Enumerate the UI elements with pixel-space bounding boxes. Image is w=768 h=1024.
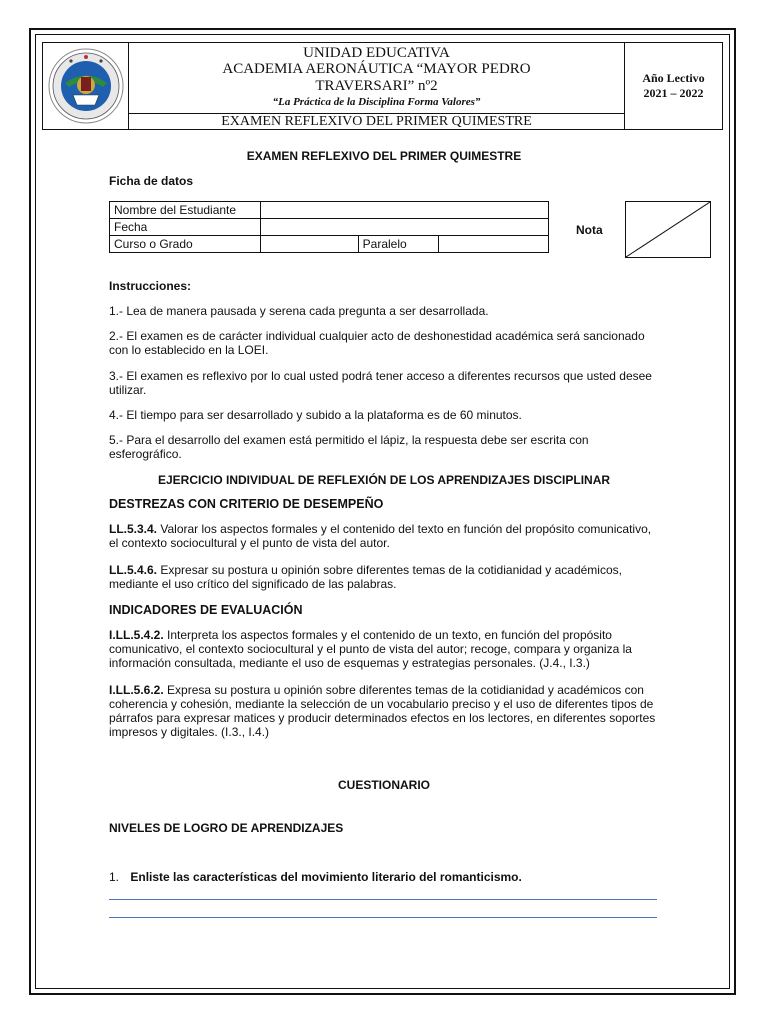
date-field[interactable] [261,219,549,236]
main-title: EXAMEN REFLEXIVO DEL PRIMER QUIMESTRE [246,149,522,163]
header-exam-title: EXAMEN REFLEXIVO DEL PRIMER QUIMESTRE [129,113,624,130]
skill-item [109,563,657,591]
school-year-label: Año Lectivo [642,71,705,85]
instruction-item: 4.- El tiempo para ser desarrollado y subido a la plataforma es de 60 minutos. [109,408,522,422]
parallel-field[interactable] [439,236,549,253]
grade-label: Nota [576,223,603,237]
course-label: Curso o Grado [110,236,261,253]
question-number: 1. [109,870,120,884]
skill-code: LL.5.4.6. [109,563,158,577]
skills-heading: DESTREZAS CON CRITERIO DE DESEMPEÑO [109,497,384,511]
header-table [42,42,723,130]
school-logo-icon [43,43,129,129]
student-data-table [109,201,549,253]
indicator-text: Interpreta los aspectos formales y el contenido de un texto, en función del propósito comunicativo, el contexto sociocultural y el punto de vista del autor; recoge, compara y organiza la información consultada, mediante el uso de esquemas y estrategias personales. (J.4., I.3.) [109,628,632,670]
school-year-value: 2021 – 2022 [643,86,704,100]
answer-line[interactable] [109,917,657,918]
indicator-text: Expresa su postura u opinión sobre diferentes temas de la cotidianidad y académicos con coherencia y cohesión, mediante la selección de un vocabulario preciso y el uso de diferentes tipos de párrafos para expresar matices y producir determinados efectos en los lectores, en diferentes soportes impresos y digitales. (I.3., I.4.) [109,683,656,739]
school-motto: “La Práctica de la Disciplina Forma Valores” [272,96,481,108]
skill-code: LL.5.3.4. [109,522,158,536]
school-name-line2: ACADEMIA AERONÁUTICA “MAYOR PEDRO [222,61,531,77]
school-name-line3: TRAVERSARI” nº2 [315,78,438,94]
grade-box[interactable] [625,201,711,258]
indicator-code: I.LL.5.4.2. [109,628,164,642]
indicator-item [109,683,657,739]
exercise-heading: EJERCICIO INDIVIDUAL DE REFLEXIÓN DE LOS APRENDIZAJES DISCIPLINAR [157,473,611,487]
student-name-label: Nombre del Estudiante [110,202,261,219]
questionnaire-heading: CUESTIONARIO [337,778,430,792]
school-name-line1: UNIDAD EDUCATIVA [303,45,450,61]
indicator-item [109,628,657,670]
student-name-field[interactable] [261,202,549,219]
skill-item [109,522,657,550]
levels-heading: NIVELES DE LOGRO DE APRENDIZAJES [109,821,344,835]
grade-box-diagonal [626,202,710,257]
skill-text: Expresar su postura u opinión sobre diferentes temas de la cotidianidad y académicos, mediante el uso crítico del significado de las palabras. [109,563,622,591]
school-year-cell [625,43,722,129]
parallel-label: Paralelo [358,236,439,253]
school-logo-cell [43,43,129,129]
answer-line[interactable] [109,899,657,900]
skill-text: Valorar los aspectos formales y el contenido del texto en función del propósito comunicativo, el contexto sociocultural y el punto de vista del autor. [109,522,652,550]
instruction-item: 5.- Para el desarrollo del examen está permitido el lápiz, la respuesta debe ser escrita con esferográfico. [109,433,589,461]
instructions-heading: Instrucciones: [109,279,192,293]
instruction-item: 3.- El examen es reflexivo por lo cual usted podrá tener acceso a diferentes recursos que usted desee utilizar. [109,369,652,397]
instruction-item: 1.- Lea de manera pausada y serena cada pregunta a ser desarrollada. [109,304,489,318]
indicator-code: I.LL.5.6.2. [109,683,164,697]
school-title-cell [129,43,625,129]
instruction-item: 2.- El examen es de carácter individual cualquier acto de deshonestidad académica será sancionado con lo establecido en la LOEI. [109,329,645,357]
date-label: Fecha [110,219,261,236]
course-field[interactable] [261,236,359,253]
question-1 [109,870,522,884]
question-text: Enliste las características del movimiento literario del romanticismo. [130,870,522,884]
ficha-heading: Ficha de datos [109,174,194,188]
indicators-heading: INDICADORES DE EVALUACIÓN [109,603,303,617]
